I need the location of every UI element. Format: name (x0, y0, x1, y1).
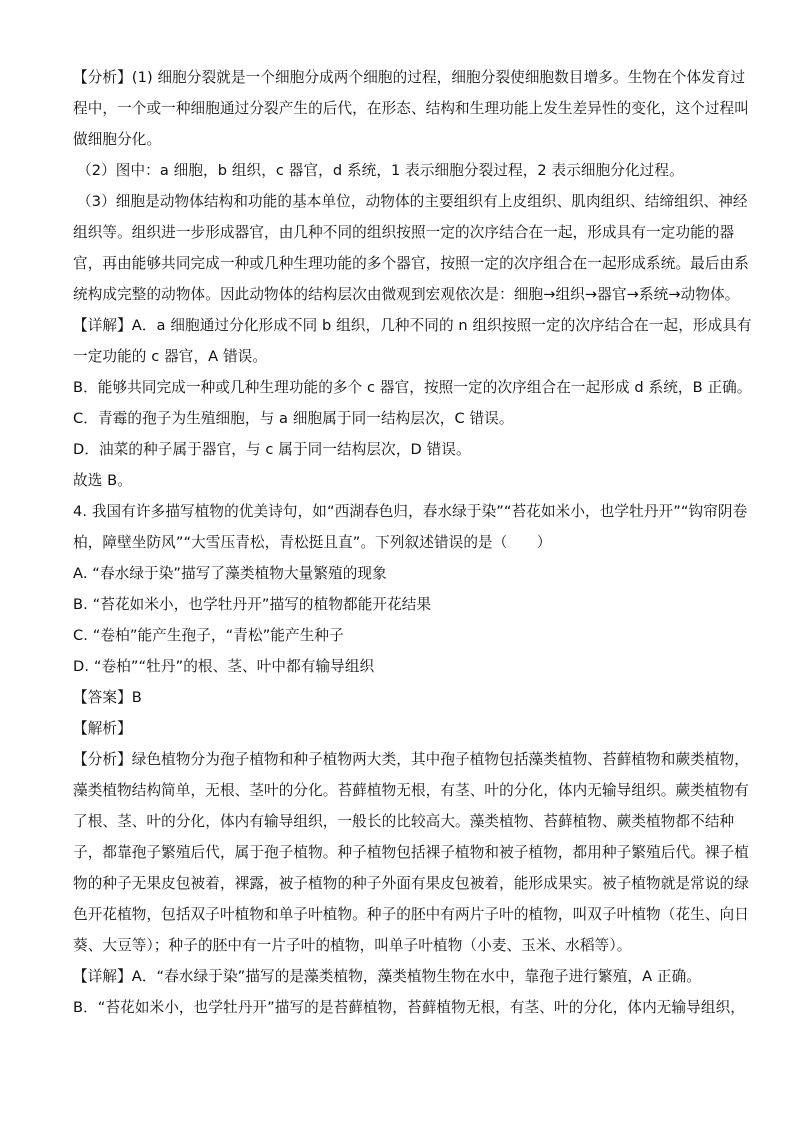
question-4-stem-line-2: 柏，障壁坐防风”“大雪压青松，青松挺且直”。下列叙述错误的是（ ） (73, 534, 552, 551)
plant-analysis-line-5: 物的种子无果皮包被着，裸露，被子植物的种子外面有果皮包被着，能形成果实。被子植物就是常说的绿 (73, 875, 749, 892)
plant-detail-option-b: B．“苔花如米小，也学牡丹开”描写的是苔藓植物，苔藓植物无根，有茎、叶的分化，体内无输导组织， (73, 999, 745, 1016)
analysis-paragraph-line-2: 程中，一个或一种细胞通过分裂产生的后代，在形态、结构和生理功能上发生差异性的变化，这个过程叫 (73, 100, 749, 117)
figure-legend-line: （2）图中：a 细胞，b 组织，c 器官，d 系统，1 表示细胞分裂过程，2 表示细胞分化过程。 (77, 162, 684, 179)
structure-paragraph-line-2: 组织等。组织进一步形成器官，由几种不同的组织按照一定的次序结合在一起，形成具有一定功能的器 (73, 224, 735, 241)
structure-paragraph-line-1: （3）细胞是动物体结构和功能的基本单位，动物体的主要组织有上皮组织、肌肉组织、结缔组织、神经 (77, 193, 748, 210)
analysis-paragraph-line-1: 【分析】(1) 细胞分裂就是一个细胞分成两个细胞的过程，细胞分裂使细胞数目增多。生物在个体发育过 (73, 69, 746, 86)
question-4-option-a: A. “春水绿于染”描写了藻类植物大量繁殖的现象 (73, 565, 387, 582)
document-page (73, 62, 752, 1023)
detail-option-c: C．青霉的孢子为生殖细胞，与 a 细胞属于同一结构层次，C 错误。 (73, 410, 514, 427)
detail-option-a-line-1: 【详解】A．a 细胞通过分化形成不同 b 组织，几种不同的 n 组织按照一定的次序结合在一起，形成具有 (73, 317, 752, 334)
detail-option-b: B．能够共同完成一种或几种生理功能的多个 c 器官，按照一定的次序组合在一起形成 d 系统，B 正确。 (73, 379, 752, 396)
question-4-option-c: C. “卷柏”能产生孢子，“青松”能产生种子 (73, 627, 344, 644)
plant-analysis-line-2: 藻类植物结构简单，无根、茎叶的分化。苔藓植物无根，有茎、叶的分化，体内无输导组织。蕨类植物有 (73, 782, 749, 799)
question-4-stem-line-1: 4. 我国有许多描写植物的优美诗句，如“西湖春色归，春水绿于染”“苔花如米小，也学牡丹开”“钩帘阴卷 (73, 503, 748, 520)
structure-paragraph-line-4: 统构成完整的动物体。因此动物体的结构层次由微观到宏观依次是：细胞→组织→器官→系统→动物体。 (73, 286, 740, 303)
analysis-paragraph-line-3: 做细胞分化。 (73, 131, 162, 148)
detail-option-d: D．油菜的种子属于器官，与 c 属于同一结构层次，D 错误。 (73, 441, 471, 458)
plant-analysis-line-6: 色开花植物，包括双子叶植物和单子叶植物。种子的胚中有两片子叶的植物，叫双子叶植物（花生、向日 (73, 906, 749, 923)
plant-analysis-line-7: 葵、大豆等）；种子的胚中有一片子叶的植物，叫单子叶植物（小麦、玉米、水稻等）。 (73, 937, 632, 954)
plant-analysis-line-3: 了根、茎、叶的分化，体内有输导组织，一般长的比较高大。藻类植物、苔藓植物、蕨类植物都不结种 (73, 813, 735, 830)
structure-paragraph-line-3: 官，再由能够共同完成一种或几种生理功能的多个器官，按照一定的次序组合在一起形成系统。最后由系 (73, 255, 749, 272)
detail-option-a-line-2: 一定功能的 c 器官，A 错误。 (73, 348, 268, 365)
plant-analysis-line-1: 【分析】绿色植物分为孢子植物和种子植物两大类，其中孢子植物包括藻类植物、苔藓植物和蕨类植物， (73, 751, 749, 768)
choice-conclusion: 故选 B。 (73, 472, 132, 489)
answer-label: 【答案】B (73, 689, 142, 706)
plant-detail-option-a: 【详解】A．“春水绿于染”描写的是藻类植物，藻类植物生物在水中，靠孢子进行繁殖，A 正确。 (73, 968, 701, 985)
question-4-option-d: D. “卷柏”“牡丹”的根、茎、叶中都有输导组织 (73, 658, 375, 675)
plant-analysis-line-4: 子，都靠孢子繁殖后代，属于孢子植物。种子植物包括裸子植物和被子植物，都用种子繁殖后代。裸子植 (73, 844, 749, 861)
question-4-option-b: B. “苔花如米小，也学牡丹开”描写的植物都能开花结果 (73, 596, 432, 613)
explanation-heading: 【解析】 (73, 720, 132, 737)
